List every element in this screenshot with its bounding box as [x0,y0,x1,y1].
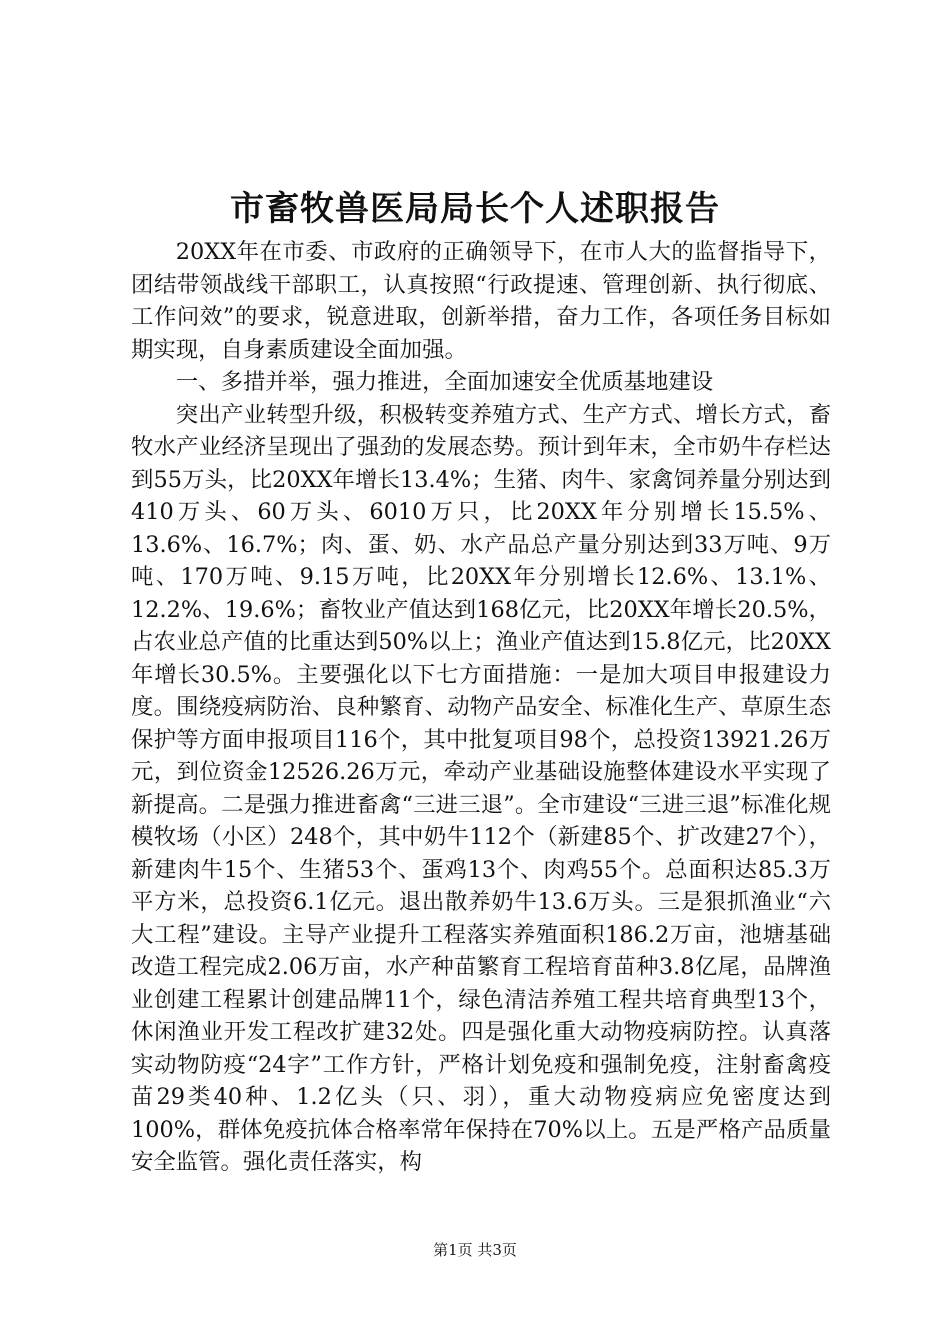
body-paragraph: 突出产业转型升级，积极转变养殖方式、生产方式、增长方式，畜牧水产业经济呈现出了强劲的发展态势。预计到年末，全市奶牛存栏达到55万头，比20XX年增长13.4%；生猪、肉牛、家禽饲养量分别达到410万头、60万头、6010万只，比20XX年分别增长15.5%、13.6%、16.7%；肉、蛋、奶、水产品总产量分别达到33万吨、9万吨、170万吨、9.15万吨，比20XX年分别增长12.6%、13.1%、12.2%、19.6%；畜牧业产值达到168亿元，比20XX年增长20.5%，占农业总产值的比重达到50%以上；渔业产值达到15.8亿元，比20XX年增长30.5%。主要强化以下七方面措施：一是加大项目申报建设力度。围绕疫病防治、良种繁育、动物产品安全、标准化生产、草原生态保护等方面申报项目116个，其中批复项目98个，总投资13921.26万元，到位资金12526.26万元，牵动产业基础设施整体建设水平实现了新提高。二是强力推进畜禽“三进三退”。全市建设“三进三退”标准化规模牧场（小区）248个，其中奶牛112个（新建85个、扩改建27个），新建肉牛15个、生猪53个、蛋鸡13个、肉鸡55个。总面积达85.3万平方米，总投资6.1亿元。退出散养奶牛13.6万头。三是狠抓渔业“六大工程”建设。主导产业提升工程落实养殖面积186.2万亩，池塘基础改造工程完成2.06万亩，水产种苗繁育工程培育苗种3.8亿尾，品牌渔业创建工程累计创建品牌11个，绿色清洁养殖工程共培育典型13个，休闲渔业开发工程改扩建32处。四是强化重大动物疫病防控。认真落实动物防疫“24字”工作方针，严格计划免疫和强制免疫，注射畜禽疫苗29类40种、1.2亿头（只、羽），重大动物疫病应免密度达到100%，群体免疫抗体合格率常年保持在70%以上。五是严格产品质量安全监管。强化责任落实，构 [131,401,831,1175]
intro-paragraph: 20XX年在市委、市政府的正确领导下，在市人大的监督指导下，团结带领战线干部职工，认真按照“行政提速、管理创新、执行彻底、工作问效”的要求，锐意进取，创新举措，奋力工作，各项任务目标如期实现，自身素质建设全面加强。 [131,239,831,363]
document-body [131,236,831,1179]
page-footer: 第1页 共3页 [433,1241,517,1259]
section-heading: 一、多措并举，强力推进，全面加速安全优质基地建设 [175,369,714,395]
document-title: 市畜牧兽医局局长个人述职报告 [230,189,720,229]
